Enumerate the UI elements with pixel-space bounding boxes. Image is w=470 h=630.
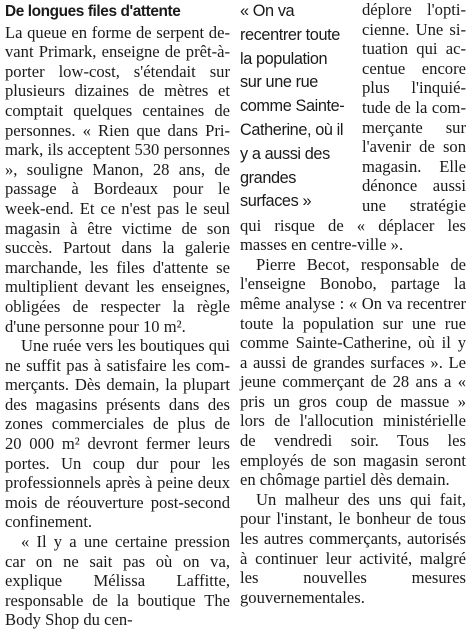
section-heading: De longues files d'attente	[5, 3, 181, 20]
article-column-right	[240, 0, 466, 607]
article-continuation	[240, 255, 466, 608]
pull-quote	[240, 0, 354, 214]
pull-quote-line: sur une rue	[240, 73, 318, 92]
article-paragraph: Un malheur des uns qui fait, pour l'instant, le bonheur de tous les autres commerçants, autorisés à continuer leur activité, malgré les nouvelles mesures gouvernementales.	[240, 489, 466, 607]
pull-quote-line: surfaces »	[240, 192, 312, 211]
pull-quote-line: recentrer toute	[240, 25, 340, 44]
pull-quote-line: la population	[240, 49, 328, 68]
article-column-left	[5, 2, 230, 630]
pull-quote-line: comme Sainte-	[240, 97, 345, 116]
pull-quote-line: « On va	[240, 2, 295, 20]
article-paragraph: déplore l'opticienne. Une situation qui accentue encore plus l'inquiétude de la commerçante sur l'avenir de son magasin. Elle dénonce aussi une stratégie qui risque de « déplacer les masses en centre-ville ».	[240, 0, 466, 255]
pull-quote-line: y a aussi des	[240, 144, 330, 163]
pull-quote-line: grandes	[240, 168, 297, 187]
pull-quote-line: Catherine, où il	[240, 120, 344, 139]
article-paragraph: La queue en forme de serpent devant Primark, enseigne de prêt-àporter low-cost, s'étendait sur plusieurs dizaines de mètres et comptait quelques centaines de personnes. « Rien que dans Primark, ils acceptent 530 personnes », souligne Manon, 28 ans, de passage à Bordeaux pour le week-end. Et ce n'est pas le seul magasin à être victime de son succès. Partout dans la galerie marchande, les files d'attente se multiplient devant les enseignes, obligées de respecter la règle d'une personne pour 10 m².	[5, 22, 230, 336]
article-paragraph: Pierre Becot, responsable de l'enseigne Bonobo, partage la même analyse : « On va recentrer toute la population sur une rue comme Sainte-Catherine, où il y a aussi de grandes surfaces ». Le jeune commerçant de 28 ans a « pris un gros coup de massue » lors de l'allocution ministérielle de vendredi soir. Tous les employés de son magasin seront en chômage partiel dès demain.	[240, 254, 466, 490]
article-paragraph: « Il y a une certaine pression car on ne sait pas où on va, explique Mélissa Laffitte, responsable de la boutique The Body Shop du cen-	[5, 532, 230, 630]
article-paragraph: Une ruée vers les boutiques qui ne suffit pas à satisfaire les commerçants. Dès demain, la plupart des magasins présents dans des zones commerciales de plus de 20 000 m² devront fermer leurs portes. Un coup dur pour les professionnels après à peine deux mois de réouverture post-second confinement.	[5, 336, 230, 532]
